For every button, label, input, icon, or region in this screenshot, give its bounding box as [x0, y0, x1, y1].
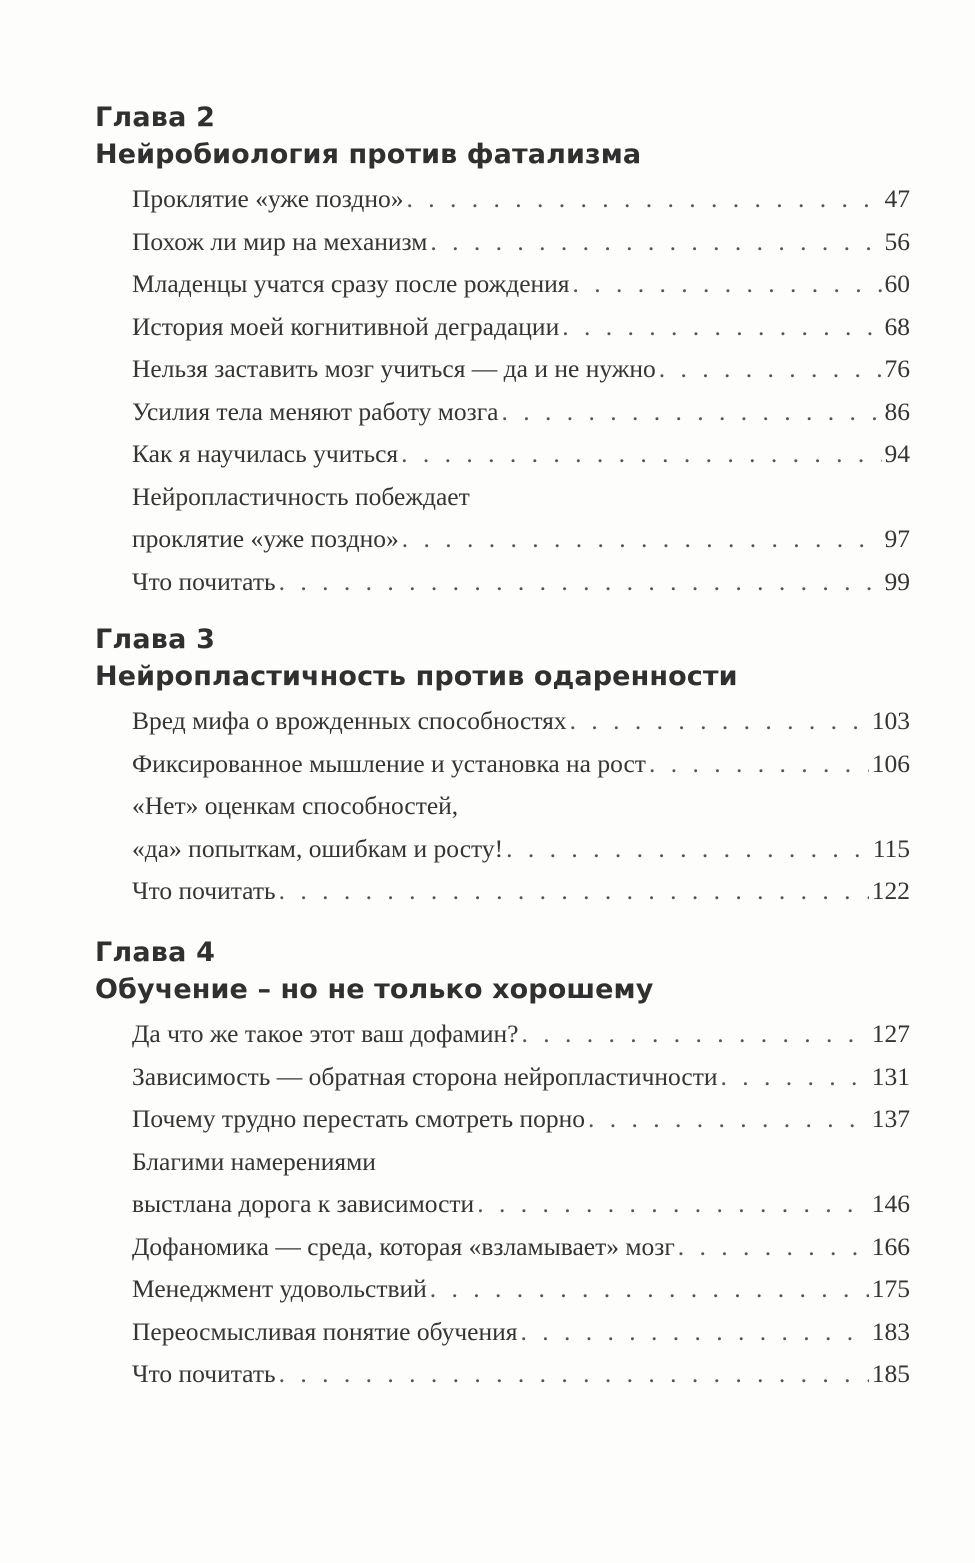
page-number: 127 [871, 1019, 910, 1048]
toc-entry[interactable]: Что почитать . . . 185 [132, 1353, 910, 1396]
dot-leader [573, 263, 882, 306]
page-number: 103 [871, 706, 910, 735]
page-number: 183 [871, 1316, 910, 1346]
dot-leader [279, 870, 869, 913]
page-number: 99 [884, 566, 910, 596]
page-number: 47 [884, 184, 910, 213]
toc-entry[interactable]: Нельзя заставить мозг учиться — да и не нужно . . . 76 [132, 348, 910, 391]
chapter-label: Глава 4 [95, 937, 216, 968]
page-number: 94 [884, 439, 910, 468]
dot-leader [588, 1098, 869, 1141]
chapter-4 [95, 935, 910, 1396]
page-number: 86 [884, 396, 910, 426]
dot-leader [721, 1056, 869, 1099]
page-number: 115 [872, 833, 910, 863]
dot-leader [477, 1183, 869, 1226]
dot-leader [430, 1268, 869, 1311]
toc-entry[interactable]: Младенцы учатся сразу после рождения . . . 60 [132, 263, 910, 306]
page-number: 122 [871, 876, 910, 905]
toc-entry[interactable]: Похож ли мир на механизм . . . 56 [132, 221, 910, 264]
toc-entry[interactable]: Зависимость — обратная сторона нейропластичности . . . 131 [132, 1056, 910, 1099]
chapter-title: Нейробиология против фатализма [95, 139, 642, 170]
toc-entry[interactable]: Усилия тела меняют работу мозга . . . 86 [132, 391, 910, 434]
toc-entry[interactable]: Фиксированное мышление и установка на рост . . . 106 [132, 743, 910, 786]
page-number: 146 [871, 1189, 910, 1218]
page-number: 97 [884, 524, 910, 553]
page-number: 185 [871, 1359, 910, 1388]
dot-leader [649, 743, 869, 786]
chapter-3 [95, 622, 910, 913]
page-number: 137 [871, 1104, 910, 1133]
dot-leader [402, 518, 882, 561]
page-number: 106 [871, 748, 910, 778]
toc-entry[interactable]: выстлана дорога к зависимости . . . 146 [132, 1183, 910, 1226]
toc-entry-line-1[interactable]: «Нет» оценкам способностей, [132, 791, 459, 820]
chapter-title: Обучение – но не только хорошему [95, 974, 654, 1005]
dot-leader [279, 561, 882, 604]
dot-leader [502, 391, 882, 434]
page-number: 131 [871, 1061, 910, 1091]
dot-leader [401, 433, 881, 476]
dot-leader [562, 306, 881, 349]
toc-entry[interactable]: «да» попыткам, ошибкам и росту! . . . 115 [132, 828, 910, 871]
page-number: 166 [871, 1231, 910, 1261]
toc-entry[interactable]: Да что же такое этот ваш дофамин? . . . 127 [132, 1013, 910, 1056]
page-number: 56 [884, 226, 910, 256]
toc-entry-line-1[interactable]: Нейропластичность побеждает [132, 481, 470, 511]
toc-entry[interactable]: Проклятие «уже поздно» . . . 47 [132, 178, 910, 221]
toc-entry[interactable]: Менеджмент удовольствий . . . 175 [132, 1268, 910, 1311]
chapter-label: Глава 3 [95, 624, 216, 655]
page-number: 175 [871, 1274, 910, 1303]
toc-entry[interactable]: Вред мифа о врожденных способностях . . . 103 [132, 700, 910, 743]
page-number: 68 [884, 311, 910, 341]
dot-leader [678, 1226, 869, 1269]
toc-entry[interactable]: проклятие «уже поздно» . . . 97 [132, 518, 910, 561]
toc-entry[interactable]: История моей когнитивной деградации . . . 68 [132, 306, 910, 349]
chapter-entries [132, 1013, 910, 1396]
dot-leader [279, 1353, 869, 1396]
chapter-entries [132, 178, 910, 603]
page-number: 60 [884, 269, 910, 298]
toc-entry[interactable]: Почему трудно перестать смотреть порно . . . 137 [132, 1098, 910, 1141]
toc-entry[interactable]: Дофаномика — среда, которая «взламывает» мозг . . . 166 [132, 1226, 910, 1269]
chapter-title: Нейропластичность против одаренности [95, 661, 738, 692]
dot-leader [659, 348, 882, 391]
dot-leader [430, 221, 881, 264]
toc-entry[interactable]: Как я научилась учиться . . . 94 [132, 433, 910, 476]
chapter-2 [95, 100, 910, 603]
toc-entry-line-1[interactable]: Благими намерениями [132, 1146, 376, 1176]
dot-leader [521, 1013, 868, 1056]
toc-entry[interactable]: Переосмысливая понятие обучения . . . 183 [132, 1311, 910, 1354]
dot-leader [407, 178, 882, 221]
chapter-label: Глава 2 [95, 102, 216, 133]
dot-leader [521, 1311, 869, 1354]
toc-entry[interactable]: Что почитать . . . 122 [132, 870, 910, 913]
toc-entry[interactable]: Что почитать . . . 99 [132, 561, 910, 604]
page-number: 76 [884, 354, 910, 383]
chapter-entries [132, 700, 910, 913]
dot-leader [506, 828, 870, 871]
dot-leader [570, 700, 869, 743]
